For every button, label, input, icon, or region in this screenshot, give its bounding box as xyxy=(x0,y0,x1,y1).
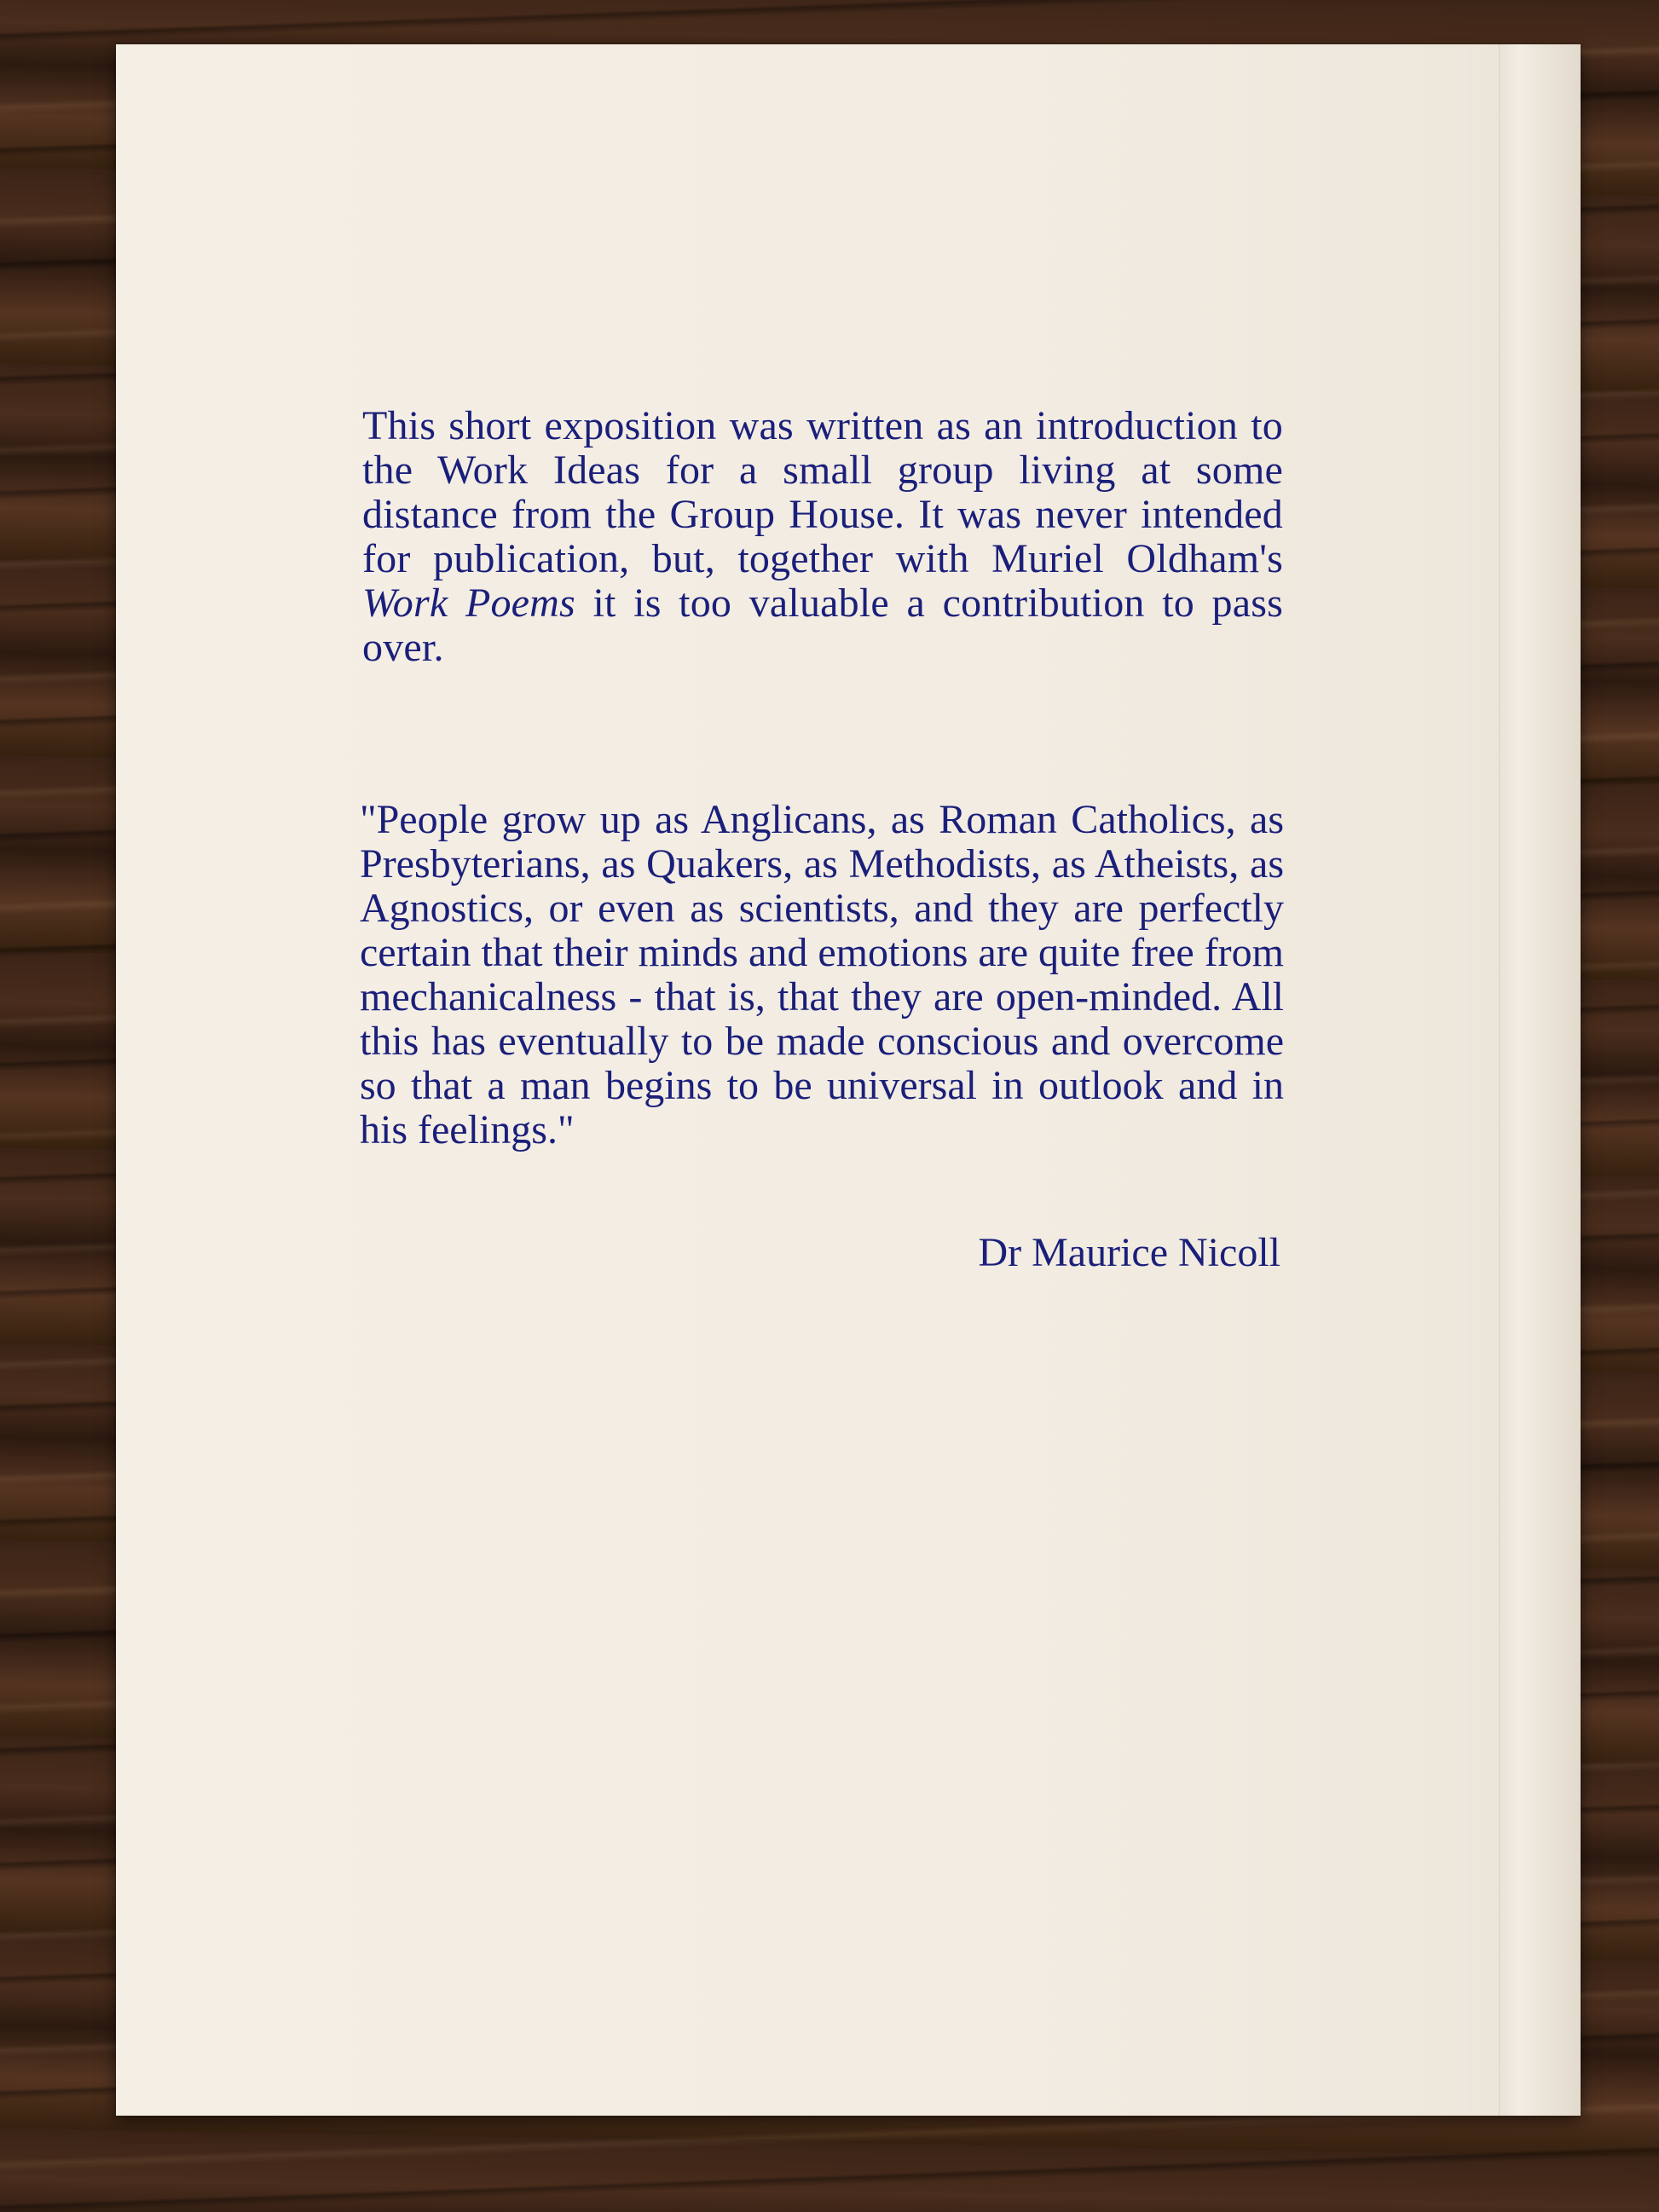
quote-author: Dr Maurice Nicoll xyxy=(978,1230,1280,1275)
book-page-edges xyxy=(1499,44,1581,2116)
intro-text-end: it is too valuable a contribution to pass over. xyxy=(362,580,1283,670)
intro-text-start: This short exposition was written as an introduction to the Work Ideas for a small group living at some distance from the Group House. It was never intended for publication, but, together with Muriel Oldham's xyxy=(362,403,1283,581)
book-back-cover xyxy=(116,44,1581,2116)
quote-paragraph: "People grow up as Anglicans, as Roman Catholics, as Presbyterians, as Quakers, as Methodists, as Atheists, as Agnostics, or even as scientists, and they are perfectly certain that their minds and emotions are quite free from mechanicalness - that is, that they are open-minded. All this has eventually to be made conscious and overcome so that a man begins to be universal in outlook and in his feelings." xyxy=(360,797,1284,1152)
intro-paragraph xyxy=(362,404,1283,670)
intro-italic-title: Work Poems xyxy=(362,580,575,626)
